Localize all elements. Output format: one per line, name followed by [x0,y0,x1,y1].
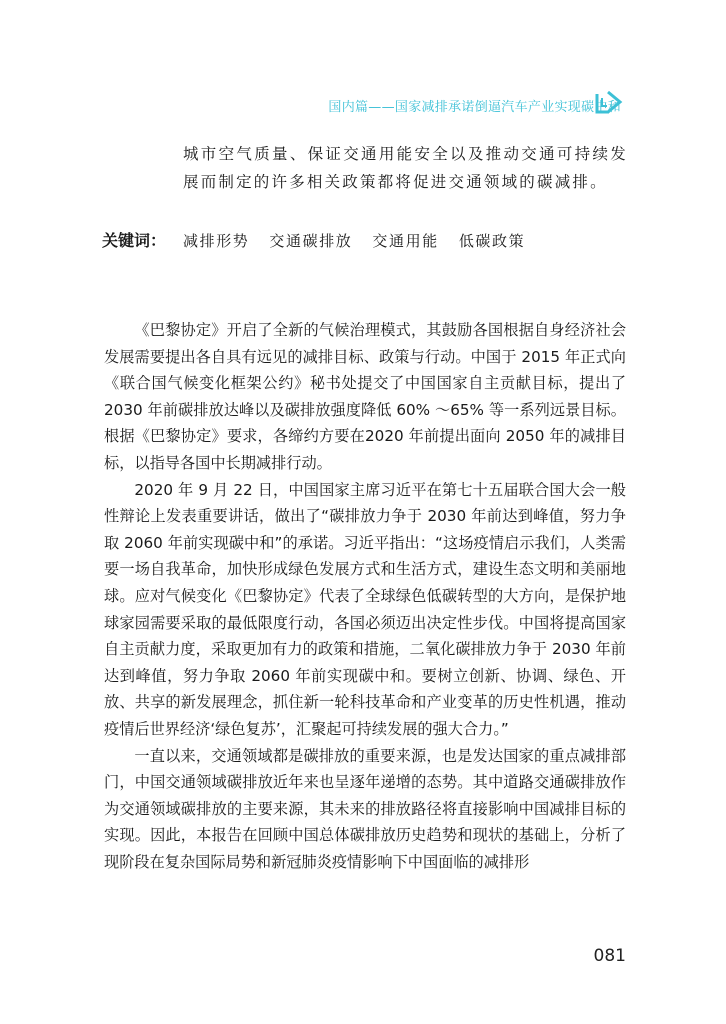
keyword-item: 交通用能 [372,232,439,250]
keyword-item: 低碳政策 [458,232,526,250]
body-paragraph-paris-agreement: 《巴黎协定》开启了全新的气候治理模式，其鼓励各国根据自身经济社会发展需要提出各自具有远见的减排目标、政策与行动。中国于 2015 年正式向《联合国气候变化框架公约》秘书处提交了中国国家自主贡献目标，提出了 2030 年前碳排放达峰以及碳排放强度降低 60% ～65% 等一系列远景目标。根据《巴黎协定》要求，各缔约方要在2020 年前提出面向 2050 年的减排目标，以指导各国中长期减排行动。 [104,321,626,472]
abstract-continuation [183,140,628,196]
abstract-paragraph: 城市空气质量、保证交通用能安全以及推动交通可持续发展而制定的许多相关政策都将促进交通领域的碳减排。 [183,145,628,191]
page-number: 081 [593,946,626,966]
angle-bracket-logo-icon [594,88,626,116]
keyword-item: 交通碳排放 [269,232,353,250]
keyword-item: 减排形势 [183,232,250,250]
body-paragraph-transport-sector: 一直以来，交通领域都是碳排放的重要来源，也是发达国家的重点减排部门，中国交通领域碳排放近年来也呈逐年递增的态势。其中道路交通碳排放作为交通领域碳排放的主要来源，其未来的排放路径将直接影响中国减排目标的实现。因此，本报告在回顾中国总体碳排放历史趋势和现状的基础上，分析了现阶段在复杂国际局势和新冠肺炎疫情影响下中国面临的减排形 [104,746,626,871]
keywords-section [102,228,545,251]
keywords-label: 关键词： [102,231,167,250]
body-text [104,317,626,875]
body-paragraph-un-speech: 2020 年 9 月 22 日，中国国家主席习近平在第七十五届联合国大会一般性辩论上发表重要讲话，做出了“碳排放力争于 2030 年前达到峰值，努力争取 2060 年前实现碳中和”的承诺。习近平指出：“这场疫情启示我们，人类需要一场自我革命，加快形成绿色发展方式和生活方式，建设生态文明和美丽地球。应对气候变化《巴黎协定》代表了全球绿色低碳转型的大方向，是保护地球家园需要采取的最低限度行动，各国必须迈出决定性步伐。中国将提高国家自主贡献力度，采取更加有力的政策和措施，二氧化碳排放力争于 2030 年前达到峰值，努力争取 2060 年前实现碳中和。要树立创新、协调、绿色、开放、共享的新发展理念，抓住新一轮科技革命和产业变革的历史性机遇，推动疫情后世界经济‘绿色复苏’，汇聚起可持续发展的强大合力。” [104,480,626,738]
running-header-title: 国内篇——国家减排承诺倒逼汽车产业实现碳中和 [328,100,621,115]
